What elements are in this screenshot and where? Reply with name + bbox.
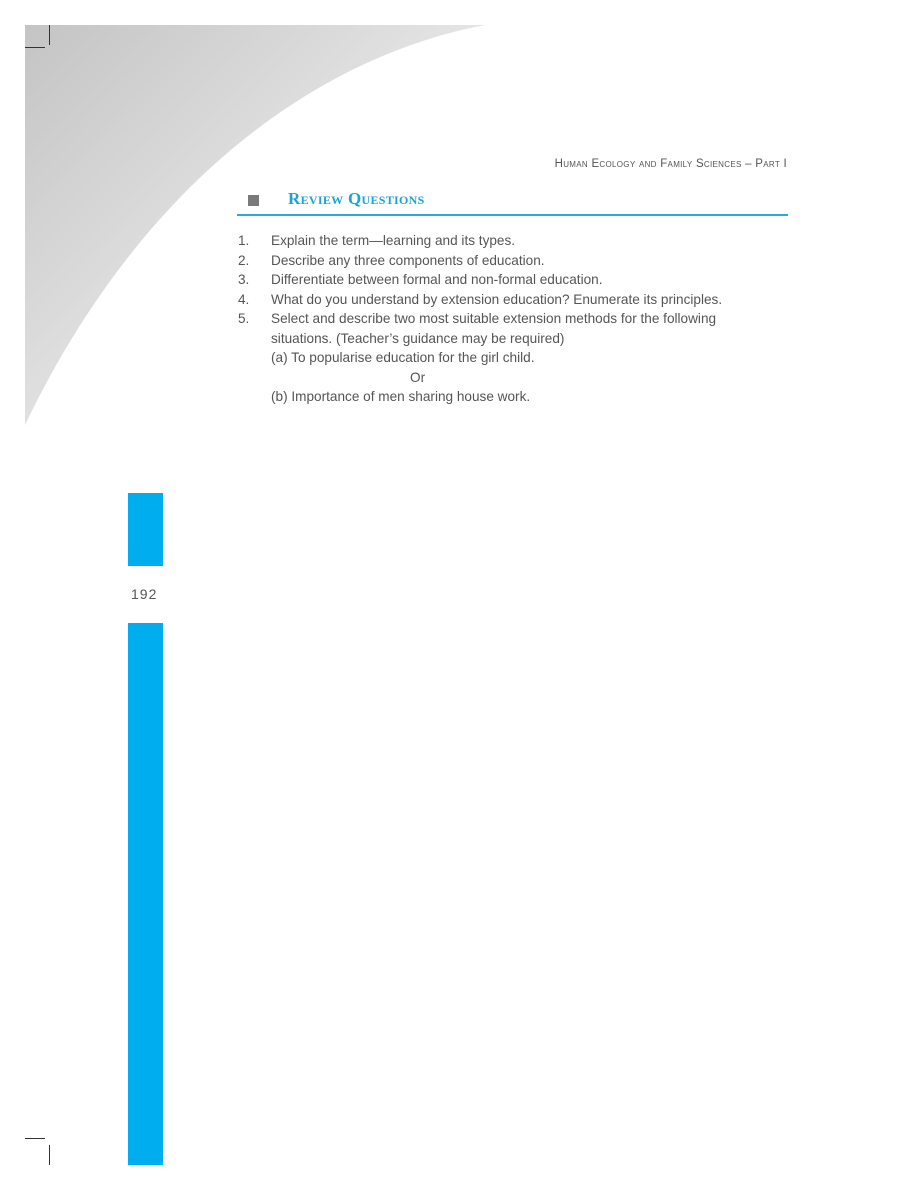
question-text	[271, 309, 798, 407]
question-line: Differentiate between formal and non-formal education.	[271, 272, 603, 287]
question-item	[238, 309, 798, 407]
question-item	[238, 270, 798, 290]
question-subpart-a: (a) To popularise education for the girl child.	[271, 350, 535, 365]
question-number: 4.	[238, 291, 250, 307]
question-item	[238, 290, 798, 310]
section-divider	[237, 214, 788, 216]
running-header: Human Ecology and Family Sciences – Part I	[554, 158, 787, 170]
question-text	[271, 270, 798, 290]
question-number: 2.	[238, 252, 250, 268]
crop-mark-top-left-v	[49, 25, 50, 45]
question-line: Explain the term—learning and its types.	[271, 233, 516, 248]
question-line: What do you understand by extension education? Enumerate its principles.	[271, 291, 723, 307]
crop-mark-bottom-left-v	[49, 1145, 50, 1165]
question-or-separator: Or	[410, 369, 426, 385]
question-line: Describe any three components of education.	[271, 252, 545, 268]
question-line: Select and describe two most suitable extension methods for the following	[271, 311, 717, 326]
question-subpart-b: (b) Importance of men sharing house work.	[271, 389, 531, 404]
review-questions-list	[238, 231, 798, 407]
crop-mark-top-left-h	[25, 47, 45, 48]
question-number: 3.	[238, 272, 250, 287]
page-number: 192	[131, 586, 158, 602]
question-item	[238, 231, 798, 251]
question-text	[271, 231, 798, 251]
crop-mark-bottom-left-h	[25, 1138, 45, 1139]
question-text	[271, 290, 798, 310]
question-number: 1.	[238, 233, 250, 248]
section-bullet-square	[248, 195, 259, 206]
question-line: situations. (Teacher’s guidance may be required)	[271, 330, 565, 346]
question-text	[271, 251, 798, 271]
question-item	[238, 251, 798, 271]
side-bar-upper	[128, 493, 163, 566]
side-bar-lower	[128, 623, 163, 1165]
section-title: Review Questions	[288, 189, 425, 208]
question-number: 5.	[238, 311, 250, 326]
